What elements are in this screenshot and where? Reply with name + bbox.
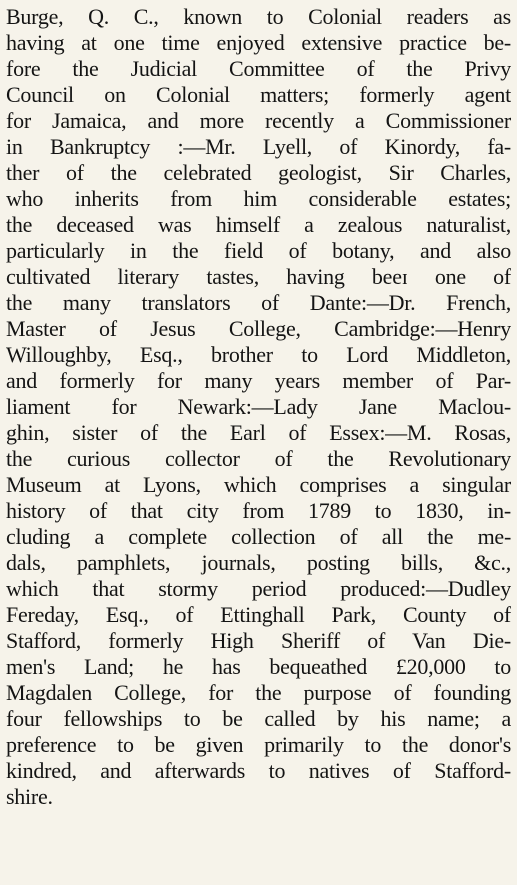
text-line: ghin, sister of the Earl of Essex:—M. Rosas, bbox=[6, 420, 511, 445]
text-line: four fellowships to be called by his name; a bbox=[6, 706, 511, 731]
text-line: men's Land; he has bequeathed £20,000 to bbox=[6, 654, 511, 679]
text-line: Museum at Lyons, which comprises a singular bbox=[6, 472, 511, 497]
text-line: the curious collector of the Revolutionary bbox=[6, 446, 511, 471]
text-line: liament for Newark:—Lady Jane Maclou- bbox=[6, 394, 511, 419]
text-line: in Bankruptcy :—Mr. Lyell, of Kinordy, fa- bbox=[6, 134, 511, 159]
text-line: shire. bbox=[6, 784, 53, 809]
text-line: Burge, Q. C., known to Colonial readers as bbox=[6, 4, 511, 29]
text-line: Magdalen College, for the purpose of founding bbox=[6, 680, 511, 705]
text-line: Stafford, formerly High Sheriff of Van Die- bbox=[6, 628, 511, 653]
text-line: Master of Jesus College, Cambridge:—Henry bbox=[6, 316, 511, 341]
text-line: preference to be given primarily to the donor's bbox=[6, 732, 511, 757]
text-line: ther of the celebrated geologist, Sir Charles, bbox=[6, 160, 511, 185]
text-line: the many translators of Dante:—Dr. French, bbox=[6, 290, 511, 315]
text-line: for Jamaica, and more recently a Commissioner bbox=[6, 108, 511, 133]
text-line: Fereday, Esq., of Ettinghall Park, County of bbox=[6, 602, 511, 627]
text-line: having at one time enjoyed extensive practice be- bbox=[6, 30, 511, 55]
text-line: kindred, and afterwards to natives of Stafford- bbox=[6, 758, 511, 783]
text-line: Council on Colonial matters; formerly agent bbox=[6, 82, 511, 107]
text-line: who inherits from him considerable estates; bbox=[6, 186, 511, 211]
text-line: particularly in the field of botany, and also bbox=[6, 238, 511, 263]
text-line: history of that city from 1789 to 1830, in- bbox=[6, 498, 511, 523]
article-column bbox=[6, 4, 511, 810]
text-line: and formerly for many years member of Par- bbox=[6, 368, 511, 393]
text-line: cluding a complete collection of all the me- bbox=[6, 524, 511, 549]
text-line: cultivated literary tastes, having beeɪ one of bbox=[6, 264, 511, 289]
text-line: dals, pamphlets, journals, posting bills, &c., bbox=[6, 550, 511, 575]
text-line: fore the Judicial Committee of the Privy bbox=[6, 56, 511, 81]
text-line: the deceased was himself a zealous naturalist, bbox=[6, 212, 511, 237]
text-line: Willoughby, Esq., brother to Lord Middleton, bbox=[6, 342, 511, 367]
text-line: which that stormy period produced:—Dudley bbox=[6, 576, 511, 601]
